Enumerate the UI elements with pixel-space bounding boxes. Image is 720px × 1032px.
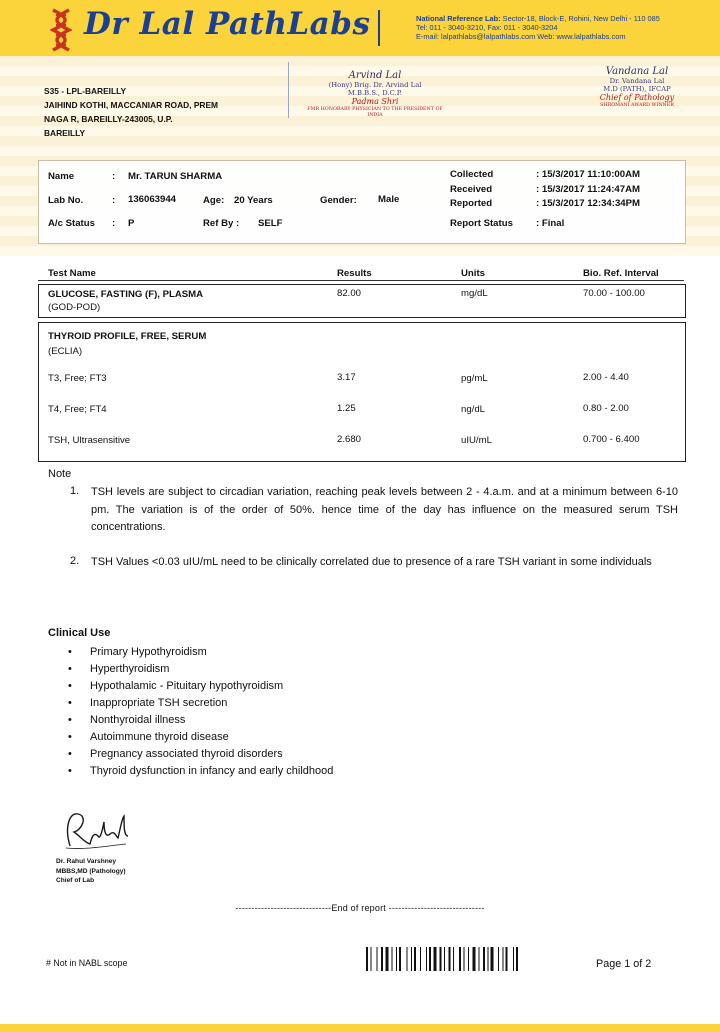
bullet: • (68, 663, 72, 675)
doctor-signature: Vandana Lal (605, 66, 669, 77)
brand-name: Dr Lal PathLabs (84, 6, 371, 42)
doctor-award: Padma Shri (351, 97, 399, 106)
list-item (68, 712, 333, 729)
list-item-text: Inappropriate TSH secretion (90, 697, 228, 709)
doctor-degree: M.D (PATH), IFCAP (603, 85, 671, 93)
lab-no-label: Lab No. (48, 195, 84, 206)
reference-lab-phone: Tel: 011 - 3040-3210, Fax: 011 - 3040-3204 (416, 23, 558, 32)
doctor-block-arvind-lal (300, 70, 450, 119)
footer-band (0, 1024, 720, 1032)
report-status-value: : Final (536, 218, 565, 229)
list-item (68, 746, 333, 763)
collected-value: : 15/3/2017 11:10:00AM (536, 169, 640, 180)
list-item-text: Hyperthyroidism (90, 663, 170, 675)
table-row-test-name: TSH, Ultrasensitive (48, 435, 131, 446)
clinical-use-list (68, 644, 333, 780)
list-item (68, 678, 333, 695)
table-row-result: 2.680 (337, 434, 362, 445)
table-row-result: 3.17 (337, 372, 356, 383)
table-row-range: 2.00 - 4.40 (583, 372, 629, 383)
received-value: : 15/3/2017 11:24:47AM (536, 184, 640, 195)
end-of-report: ------------------------------End of report ------------------------------ (235, 903, 485, 913)
report-status-label: Report Status (450, 218, 513, 229)
list-item-text: Thyroid dysfunction in infancy and early childhood (90, 765, 334, 777)
note-title: Note (48, 468, 72, 480)
glucose-test-name: GLUCOSE, FASTING (F), PLASMA (48, 289, 204, 300)
doctor-note: FMR HONORARY PHYSICIAN TO THE PRESIDENT OF INDIA (307, 107, 443, 118)
list-item-text: Autoimmune thyroid disease (90, 731, 229, 743)
table-row-range: 0.80 - 2.00 (583, 403, 629, 414)
note-number: 2. (70, 555, 80, 567)
list-item (68, 695, 333, 712)
bullet: • (68, 697, 72, 709)
doctor-note: SHROMANI AWARD WINNER (600, 103, 674, 108)
glucose-unit: mg/dL (461, 288, 488, 299)
doctor-title: Chief of Pathology (599, 93, 675, 102)
page-number: Page 1 of 2 (596, 958, 652, 970)
ref-by-label: Ref By : (203, 218, 240, 229)
note-number: 1. (70, 485, 80, 497)
barcode-icon (366, 947, 554, 971)
table-row-unit: uIU/mL (461, 435, 492, 446)
list-item-text: Primary Hypothyroidism (90, 646, 207, 658)
signature-image (56, 806, 146, 854)
doctor-name: (Hony) Brig. Dr. Arvind Lal (328, 81, 422, 89)
col-bio-ref-interval: Bio. Ref. Interval (583, 268, 659, 279)
signatory-name: Dr. Rahul Varshney (56, 858, 117, 865)
signatory-role: Chief of Lab (56, 877, 95, 884)
reference-lab-label: National Reference Lab: (416, 14, 501, 23)
lab-code: S35 - LPL-BAREILLY (44, 86, 127, 96)
doctor-degree: M.B.B.S., D.C.P. (347, 89, 403, 97)
reference-lab-email: E-mail: lalpathlabs@lalpathlabs.com Web: www.lalpathlabs.com (416, 32, 626, 41)
note-text: TSH Values <0.03 uIU/mL need to be clinically correlated due to presence of a rare TSH variant in some individuals (91, 556, 652, 568)
bullet: • (68, 731, 72, 743)
received-label: Received (450, 184, 493, 195)
signatory-degree: MBBS,MD (Pathology) (56, 867, 126, 875)
col-test-name: Test Name (48, 268, 96, 279)
ac-status-value: P (128, 218, 135, 229)
table-row-result: 1.25 (337, 403, 356, 414)
doctor-divider (288, 62, 289, 118)
table-row-unit: ng/dL (461, 404, 486, 415)
age-value: 20 Years (234, 195, 273, 206)
bullet: • (68, 748, 72, 760)
thyroid-method: (ECLIA) (48, 346, 83, 357)
reference-lab-info (416, 14, 660, 41)
nabl-note: # Not in NABL scope (46, 958, 128, 968)
lab-street: JAIHIND KOTHI, MACCANIAR ROAD, PREM (44, 100, 219, 110)
doctor-name: Dr. Vandana Lal (609, 77, 665, 85)
list-item-text: Nonthyroidal illness (90, 714, 186, 726)
table-row-test-name: T3, Free; FT3 (48, 373, 107, 384)
glucose-result: 82.00 (337, 288, 362, 299)
gender-value: Male (378, 194, 400, 205)
clinical-use-title: Clinical Use (48, 627, 111, 639)
lab-city: NAGA R, BAREILLY-243005, U.P. (44, 114, 173, 124)
list-item (68, 644, 333, 661)
header-divider (378, 10, 380, 46)
dna-logo-icon (50, 8, 72, 52)
reference-lab-address: Sector-18, Block-E, Rohini, New Delhi - 110 085 (502, 14, 660, 23)
colon: : (112, 195, 116, 206)
lab-district: BAREILLY (44, 128, 86, 138)
list-item (68, 729, 333, 746)
bullet: • (68, 646, 72, 658)
table-row-test-name: T4, Free; FT4 (48, 404, 107, 415)
colon: : (112, 171, 116, 182)
colon: : (112, 218, 116, 229)
patient-name-label: Name (48, 171, 75, 182)
list-item-text: Pregnancy associated thyroid disorders (90, 748, 283, 760)
glucose-method: (GOD-POD) (48, 302, 101, 313)
doctor-signature: Arvind Lal (348, 70, 402, 81)
lab-address (44, 84, 218, 140)
signatory-info (56, 857, 126, 886)
doctor-block-vandana-lal (582, 66, 692, 109)
col-units: Units (461, 268, 485, 279)
table-header-rule (38, 280, 684, 281)
lab-no-value: 136063944 (128, 194, 177, 205)
collected-label: Collected (450, 169, 494, 180)
age-label: Age: (203, 195, 225, 206)
list-item-text: Hypothalamic - Pituitary hypothyroidism (90, 680, 284, 692)
col-results: Results (337, 268, 372, 279)
note-text: TSH levels are subject to circadian variation, reaching peak levels between 2 - 4.a.m. and at a minimum between 6-10 pm. The variation is of the order of 50%. hence time of the day has influence on the measured serum TSH concentrations. (91, 486, 678, 533)
gender-label: Gender: (320, 195, 357, 206)
reported-label: Reported (450, 198, 493, 209)
ref-by-value: SELF (258, 218, 283, 229)
bullet: • (68, 765, 72, 777)
reported-value: : 15/3/2017 12:34:34PM (536, 198, 640, 209)
bullet: • (68, 714, 72, 726)
list-item (68, 661, 333, 678)
table-row-range: 0.700 - 6.400 (583, 434, 640, 445)
ac-status-label: A/c Status (48, 218, 95, 229)
patient-name: Mr. TARUN SHARMA (128, 171, 223, 182)
list-item (68, 763, 333, 780)
table-row-unit: pg/mL (461, 373, 488, 384)
thyroid-panel-name: THYROID PROFILE, FREE, SERUM (48, 331, 207, 342)
glucose-range: 70.00 - 100.00 (583, 288, 645, 299)
bullet: • (68, 680, 72, 692)
